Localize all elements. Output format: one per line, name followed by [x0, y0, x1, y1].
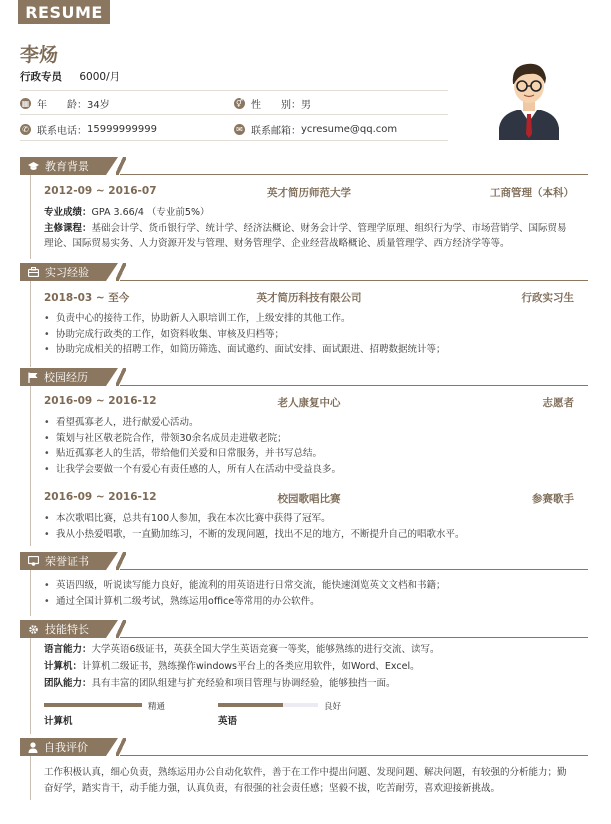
section-honors [20, 552, 588, 570]
gpa-value: GPA 3.66/4 （专业前5%） [91, 207, 210, 218]
campus-role: 志愿者 [542, 397, 574, 409]
courses-line [44, 221, 574, 251]
info-label: 年 龄： [37, 100, 87, 111]
list-item: • 协助完成相关的招聘工作，如简历筛选、面试邀约、面试安排、面试跟进、招聘数据统计等； [44, 342, 574, 358]
graduation-cap-icon [28, 161, 39, 171]
skill-line [44, 659, 574, 674]
list-item: • 英语四级，听说读写能力良好，能流利的用英语进行日常交流，能快速浏览英文文档和书籍； [44, 578, 574, 594]
info-value: 15999999999 [87, 124, 157, 135]
internship-role: 行政实习生 [521, 292, 574, 304]
info-age [20, 96, 110, 111]
list-item: • 让我学会要做一个有爱心有责任感的人，所有人在活动中受益良多。 [44, 462, 574, 478]
divider [20, 140, 448, 141]
list-item: • 贴近孤寡老人的生活，带给他们关爱和日常服务，并书写总结。 [44, 446, 574, 462]
job-intent [20, 69, 120, 84]
info-phone [20, 122, 157, 137]
campus-role: 参赛歌手 [532, 493, 574, 505]
campus-org: 老人康复中心 [277, 397, 341, 409]
section-title: 技能特长 [45, 623, 89, 636]
gear-icon [28, 624, 39, 635]
info-value: 34岁 [87, 100, 110, 111]
timeline-line [30, 638, 31, 734]
phone-icon: ✆ [20, 124, 31, 135]
section-title: 教育背景 [45, 160, 89, 173]
honors-list [44, 578, 574, 609]
list-item: • 策划与社区敬老院合作，带领30余名成员走进敬老院； [44, 431, 574, 447]
skill-label: 计算机： [44, 661, 83, 672]
list-item: • 负责中心的接待工作，协助新人入职培训工作，上级安排的其他工作。 [44, 311, 574, 327]
campus-list [44, 415, 574, 477]
courses-value: 基础会计学、货币银行学、统计学、经济法概论、财务会计学、管理学原理、组织行为学、市场营销学、国际贸易理论、国际贸易实务、人力资源开发与管理、财务管理学、企业经营战略概论、质量管理学、西方经济学等等。 [44, 223, 567, 249]
courses-label: 主修课程： [44, 223, 92, 234]
major: 工商管理（本科） [490, 187, 574, 199]
evaluation-text: 工作积极认真，细心负责，熟练运用办公自动化软件，善于在工作中提出问题、发现问题、解决问题，有较强的分析能力；勤奋好学，踏实肯干，动手能力强，认真负责，有很强的社会责任感；坚毅不拔，吃苦耐劳，喜欢迎接新挑战。 [44, 767, 567, 794]
timeline-line [30, 756, 31, 800]
education-date: 2012-09 ~ 2016-07 [44, 185, 157, 197]
job-title: 行政专员 [20, 71, 62, 83]
internship-header [44, 290, 574, 305]
timeline-line [30, 570, 31, 616]
skill-line [44, 642, 574, 657]
skill-name: 英语 [218, 716, 238, 727]
company-name: 英才简历科技有限公司 [256, 292, 362, 304]
info-gender [234, 96, 311, 111]
user-icon [28, 742, 38, 753]
education-header [44, 185, 574, 197]
school-name: 英才简历师范大学 [267, 187, 351, 199]
calendar-icon: ▦ [21, 99, 30, 108]
gpa-label: 专业成绩： [44, 207, 92, 218]
section-title: 校园经历 [44, 371, 88, 384]
info-label: 联系电话： [37, 126, 87, 137]
section-title: 实习经验 [45, 266, 89, 279]
campus-date: 2016-09 ~ 2016-12 [44, 395, 157, 407]
info-value: 男 [301, 100, 311, 111]
gpa-line [44, 205, 574, 220]
skill-level-bar [218, 703, 318, 707]
info-value: ycresume@qq.com [301, 124, 398, 135]
skill-line [44, 676, 574, 691]
list-item: • 通过全国计算机二级考试，熟练运用office等常用的办公软件。 [44, 594, 574, 610]
skill-text: 具有丰富的团队组建与扩充经验和项目管理与协调经验，能够独挡一面。 [91, 678, 396, 689]
info-email [234, 122, 397, 137]
flag-icon [28, 372, 38, 383]
timeline-line [30, 281, 31, 367]
skill-level-bar [44, 703, 142, 707]
mail-icon: ✉ [234, 124, 245, 135]
section-title: 自我评价 [44, 741, 88, 754]
skill-name: 计算机 [44, 716, 73, 727]
timeline-line [30, 175, 31, 259]
skill-level-fill [44, 703, 142, 707]
briefcase-icon [28, 267, 39, 277]
section-internship [20, 263, 588, 281]
divider [20, 90, 448, 91]
list-item: • 看望孤寡老人，进行献爱心活动。 [44, 415, 574, 431]
skill-level: 精通 [148, 702, 166, 712]
skill-label: 团队能力： [44, 678, 92, 689]
section-title: 荣誉证书 [45, 555, 89, 568]
timeline-line [30, 386, 31, 546]
skill-text: 计算机二级证书，熟练操作windows平台上的各类应用软件，如Word、Excel。 [82, 661, 420, 672]
section-campus [20, 368, 588, 386]
resume-tag: RESUME [18, 0, 110, 24]
divider [20, 114, 448, 115]
section-education [20, 157, 588, 175]
internship-list [44, 311, 574, 358]
list-item: • 协助完成行政类的工作，如资料收集、审核及归档等； [44, 327, 574, 343]
skill-text: 大学英语6级证书，英获全国大学生英语竞赛一等奖，能够熟练的进行交流、读写。 [91, 644, 440, 655]
skill-label: 语言能力： [44, 644, 92, 655]
campus-list [44, 511, 574, 542]
internship-date: 2018-03 ~ 至今 [44, 292, 130, 304]
section-evaluation [20, 738, 588, 756]
campus-header [44, 491, 574, 503]
list-item: • 本次歌唱比赛，总共有100人参加，我在本次比赛中获得了冠军。 [44, 511, 574, 527]
person-name: 李炀 [20, 44, 59, 66]
info-label: 性 别： [251, 100, 301, 111]
section-skills [20, 620, 588, 638]
campus-header [44, 395, 574, 407]
campus-org: 校园歌唱比赛 [277, 493, 341, 505]
gender-icon: ⚥ [235, 99, 244, 108]
avatar [497, 48, 561, 140]
certificate-icon [28, 556, 39, 566]
salary: 6000/月 [79, 71, 121, 83]
info-label: 联系邮箱： [251, 126, 301, 137]
list-item: • 我从小热爱唱歌，一直勤加练习，不断的发现问题，找出不足的地方，不断提升自己的唱歌水平。 [44, 527, 574, 543]
skill-level-fill [218, 703, 283, 707]
campus-date: 2016-09 ~ 2016-12 [44, 491, 157, 503]
skill-level: 良好 [324, 702, 342, 712]
